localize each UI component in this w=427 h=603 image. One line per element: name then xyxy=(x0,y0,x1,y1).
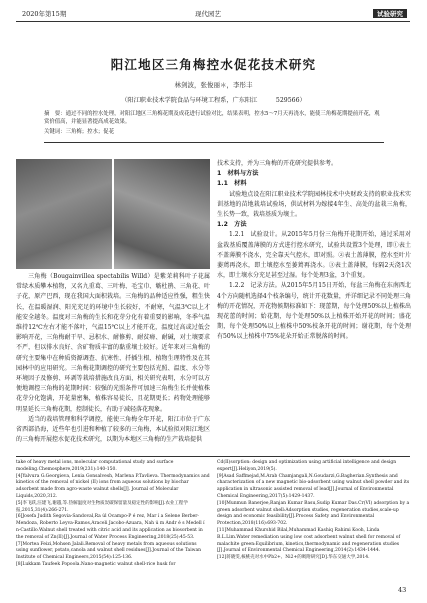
article-authors: 林剑波，张俊丽＊，李彤丰 xyxy=(174,81,253,89)
header-issue: 2020年第15期 xyxy=(22,10,67,18)
references-left xyxy=(16,460,210,569)
abstract-rule xyxy=(44,142,384,143)
reference-item: Cd(II)sorption: design and optimization using artificial intelligence and design expert[J].Heliyon,2019(5). xyxy=(217,460,397,472)
right-paragraph: 1.2.2 记录方法。从2015年5月15日开始，每盆三角梅在东南西北4个方向随机选择4个枝条编号，统计开花数量，并详细记录不同处理三角梅的开花情况，开花物候期标准如下：现蕾期，每个处理50%以上植株出现花蕾的时间；始花期，每个处理50%以上植株开始开花的时间；盛花期，每个处理50%以上植株中50%枝条开花的时间；谢花期，每个处理有50%以上植株中75%花朵开始正常脱落的时间。 xyxy=(217,282,411,341)
reference-item: [5]李飞跃,汪建飞,谢越,等.热解温度对生物质炭碳保留量及稳定性的影响[J].农业工程学报,2015,31(4):266-271. xyxy=(16,500,188,513)
article-title: 阳江地区三角梅控水促花技术研究 xyxy=(110,57,317,72)
header-rule xyxy=(16,21,410,22)
right-column xyxy=(217,159,411,343)
page-number: 43 xyxy=(398,586,407,594)
photo-left xyxy=(16,159,112,269)
reference-item: [10]Munmun Banerjee,Ranjan Kumar Basu,Sudip Kumar Das.Cr(VI) adsorption by a green adsorbent walnut shell:Adsorption studies, regeneration studies,scale-up design and economic feasibility[J].Process Safety and Environmental Protection,2018(116):693-702. xyxy=(217,500,410,527)
left-paragraph: 适当的栽培管理和科学调控，能使三角梅全年开花，阳江市位于广东省西部沿海，近些年也引进和种植了较多的三角梅，本试验拟对阳江地区的三角梅开展控水促花技术研究，以期为本地区三角梅的生产栽培提供 xyxy=(16,415,210,444)
header-journal: 现代园艺 xyxy=(195,10,221,18)
reference-item: [9]Asad Saffmejad,M.Arab Chamjangali,N.Goudarzi,G.Bagherian.Synthesis and characterization of a new magnetic bio-adsorbent using walnut shell powder and its application in ultrasonic assisted removal of lead[J].Journal of Environmental Chemical Engineering,2017(5):1429-1437. xyxy=(217,473,410,499)
reference-item: [8]Lukkam Taufeek Popoola.Nano-magnetic walnut shell-rice husk for xyxy=(16,561,176,567)
reference-item: [4]Yalvura G.Georgieva, Lenia Gonsalvesh, Marlena P.Tavlieva. Thermodynamics and kinetics of the removal of nickel (II) ions from aqueous solutions by biochar adsorbent made from agro-waste walnut shells[J]. Journal of Molecular Liquids,2020,312. xyxy=(16,473,210,499)
reference-item: [12]蒋晓雯,核桃壳对水中Pb2+、Ni2+的吸附研究[D].华东交通大学,2014. xyxy=(217,555,370,561)
reference-item: [7]Mortea Feizi,Mohsen Jalali.Removal of heavy metals from aqueous solutions using sunflower, potato,canola and walnut shell residues[J].Journal of the Taiwan Institute of Chemical Engineers,2015(54):125-136. xyxy=(16,541,202,561)
right-paragraph: 1.2.1 试验设计。从2015年5月份三角梅开花期开始，通过采用对盆栽基质覆盖薄膜的方式进行控水研究，试验共设置3个处理，即①表土不盖薄膜不浇水，完全靠天气控水，即对照。②表土盖薄膜，控水至叶片萎蔫再浇水，即土壤控水至萎蔫再浇水。③表土盖薄膜，每隔2天浇1次水，即土壤水分充足甚至过湿。每个处理3盆，3个重复。 xyxy=(217,231,411,280)
references-right xyxy=(217,460,411,562)
section-heading-1-1: 1.1 材料 xyxy=(217,180,247,188)
bougainvillea-photo xyxy=(16,159,210,269)
left-paragraph: 三角梅（Bougainvillea spectabilis Willd）是紫茉莉科叶子花属常绿木质攀本植物，又名九重葛、三叶梅、毛宝巾、簕杜鹃、三角花、叶子花，原产巴西，现在我国大面积栽培。三角梅的品种适应性强，粗生快长，在温暖湿润、阳光充足的环境中生长较好，不耐寒，气温3℃以上才能安全越冬。温度对三角梅的生长和花芽分化有着重要的影响，冬季气温维持12℃左右才能不落叶，气温15℃以上才能开花，温度过高或过低会影响开花，三角梅耐干旱、忌积水、耐修剪、耐贫瘠、耐碱，对土壤要求不严，但以排水良好、含矿物质丰富的黏重壤土较好。近年来对三角梅的研究主要集中在种质资源调查、抗寒性、扦插生根、植物生理特性及在其园林中的应用研究。三角梅花期调控的研究主要包括光照、温度、水分等环境因子及修剪、环剥等栽培措施改良方面，相关研究表明，水分可以方便地调控三角梅的花期时间：较强的光照条件可加速三角梅生长并使植株花芽分化饱满，开花量密集，植株容易徒长，且花期更长；药物处理能够明显延长三角梅花期，控制徒长，有助于减轻落花现象。 xyxy=(16,273,210,413)
section-heading-1-2: 1.2 方法 xyxy=(217,221,247,229)
section-heading-1: 1 材料与方法 xyxy=(217,170,259,178)
article-keywords: 关键词：三角梅；控水；促花 xyxy=(44,129,115,135)
right-paragraph: 试验地点设在阳江职业技术学院园林技术中央财政支持的职业技术实训基地的苗地栽培试验场，供试材料为嫁接4年生、高处的盆栽三角梅，生长势一致，栽培基质为壤土。 xyxy=(217,190,411,219)
references-rule xyxy=(16,456,410,457)
right-lead: 技术支持，并为三角梅的开花研究提供参考。 xyxy=(217,160,338,167)
left-column xyxy=(16,272,210,445)
reference-item: [11]Muhammad Khurshid Bilal,Muhammad Kashiq Rahimi Kooh, Linda B.L.Lim.Water remediation using low cost adsorbent walnut shell for removal of malachite green:Equilibrium, kinetics,thermodynamic and regeneration studies [J].Journal of Environmental Chemical Engineering,2014(2):1434-1444. xyxy=(217,527,401,554)
article-abstract: 摘 要：通过不同的控水处理，对阳江地区三角梅花期及成花进行试验对比，结果表明，控水5～7月天再浇水，能使三角梅花期提前开花，观赏价值高，并能显著提高成花效果。 xyxy=(44,111,380,126)
reference-item: [6]Josefa Judith Segovia-Sandoval,Ra úl Ocampo-P é rez, Mar í a Selene Berber-Mendoza, Roberto Leyva-Ramos,Araceli Jacobo-Azuara, Nah ú m Andr é s Medell í n-Castillo.Walnut shell treated with citric acid and its application as biosorbent in the removal of Zn(II)[J].Journal of Water Process Engineering,2018(25):45-53. xyxy=(16,514,205,540)
photo-right xyxy=(114,159,210,269)
article-affiliation: （阳江职业技术学院食品与环境工程系，广东阳江 529566） xyxy=(121,97,306,104)
reference-item: take of heavy metal ions, molecular computational study and surface modeling.Chemosphere,2019(231):140-150. xyxy=(16,460,174,472)
header-section-tag: 试验研究 xyxy=(373,9,407,18)
